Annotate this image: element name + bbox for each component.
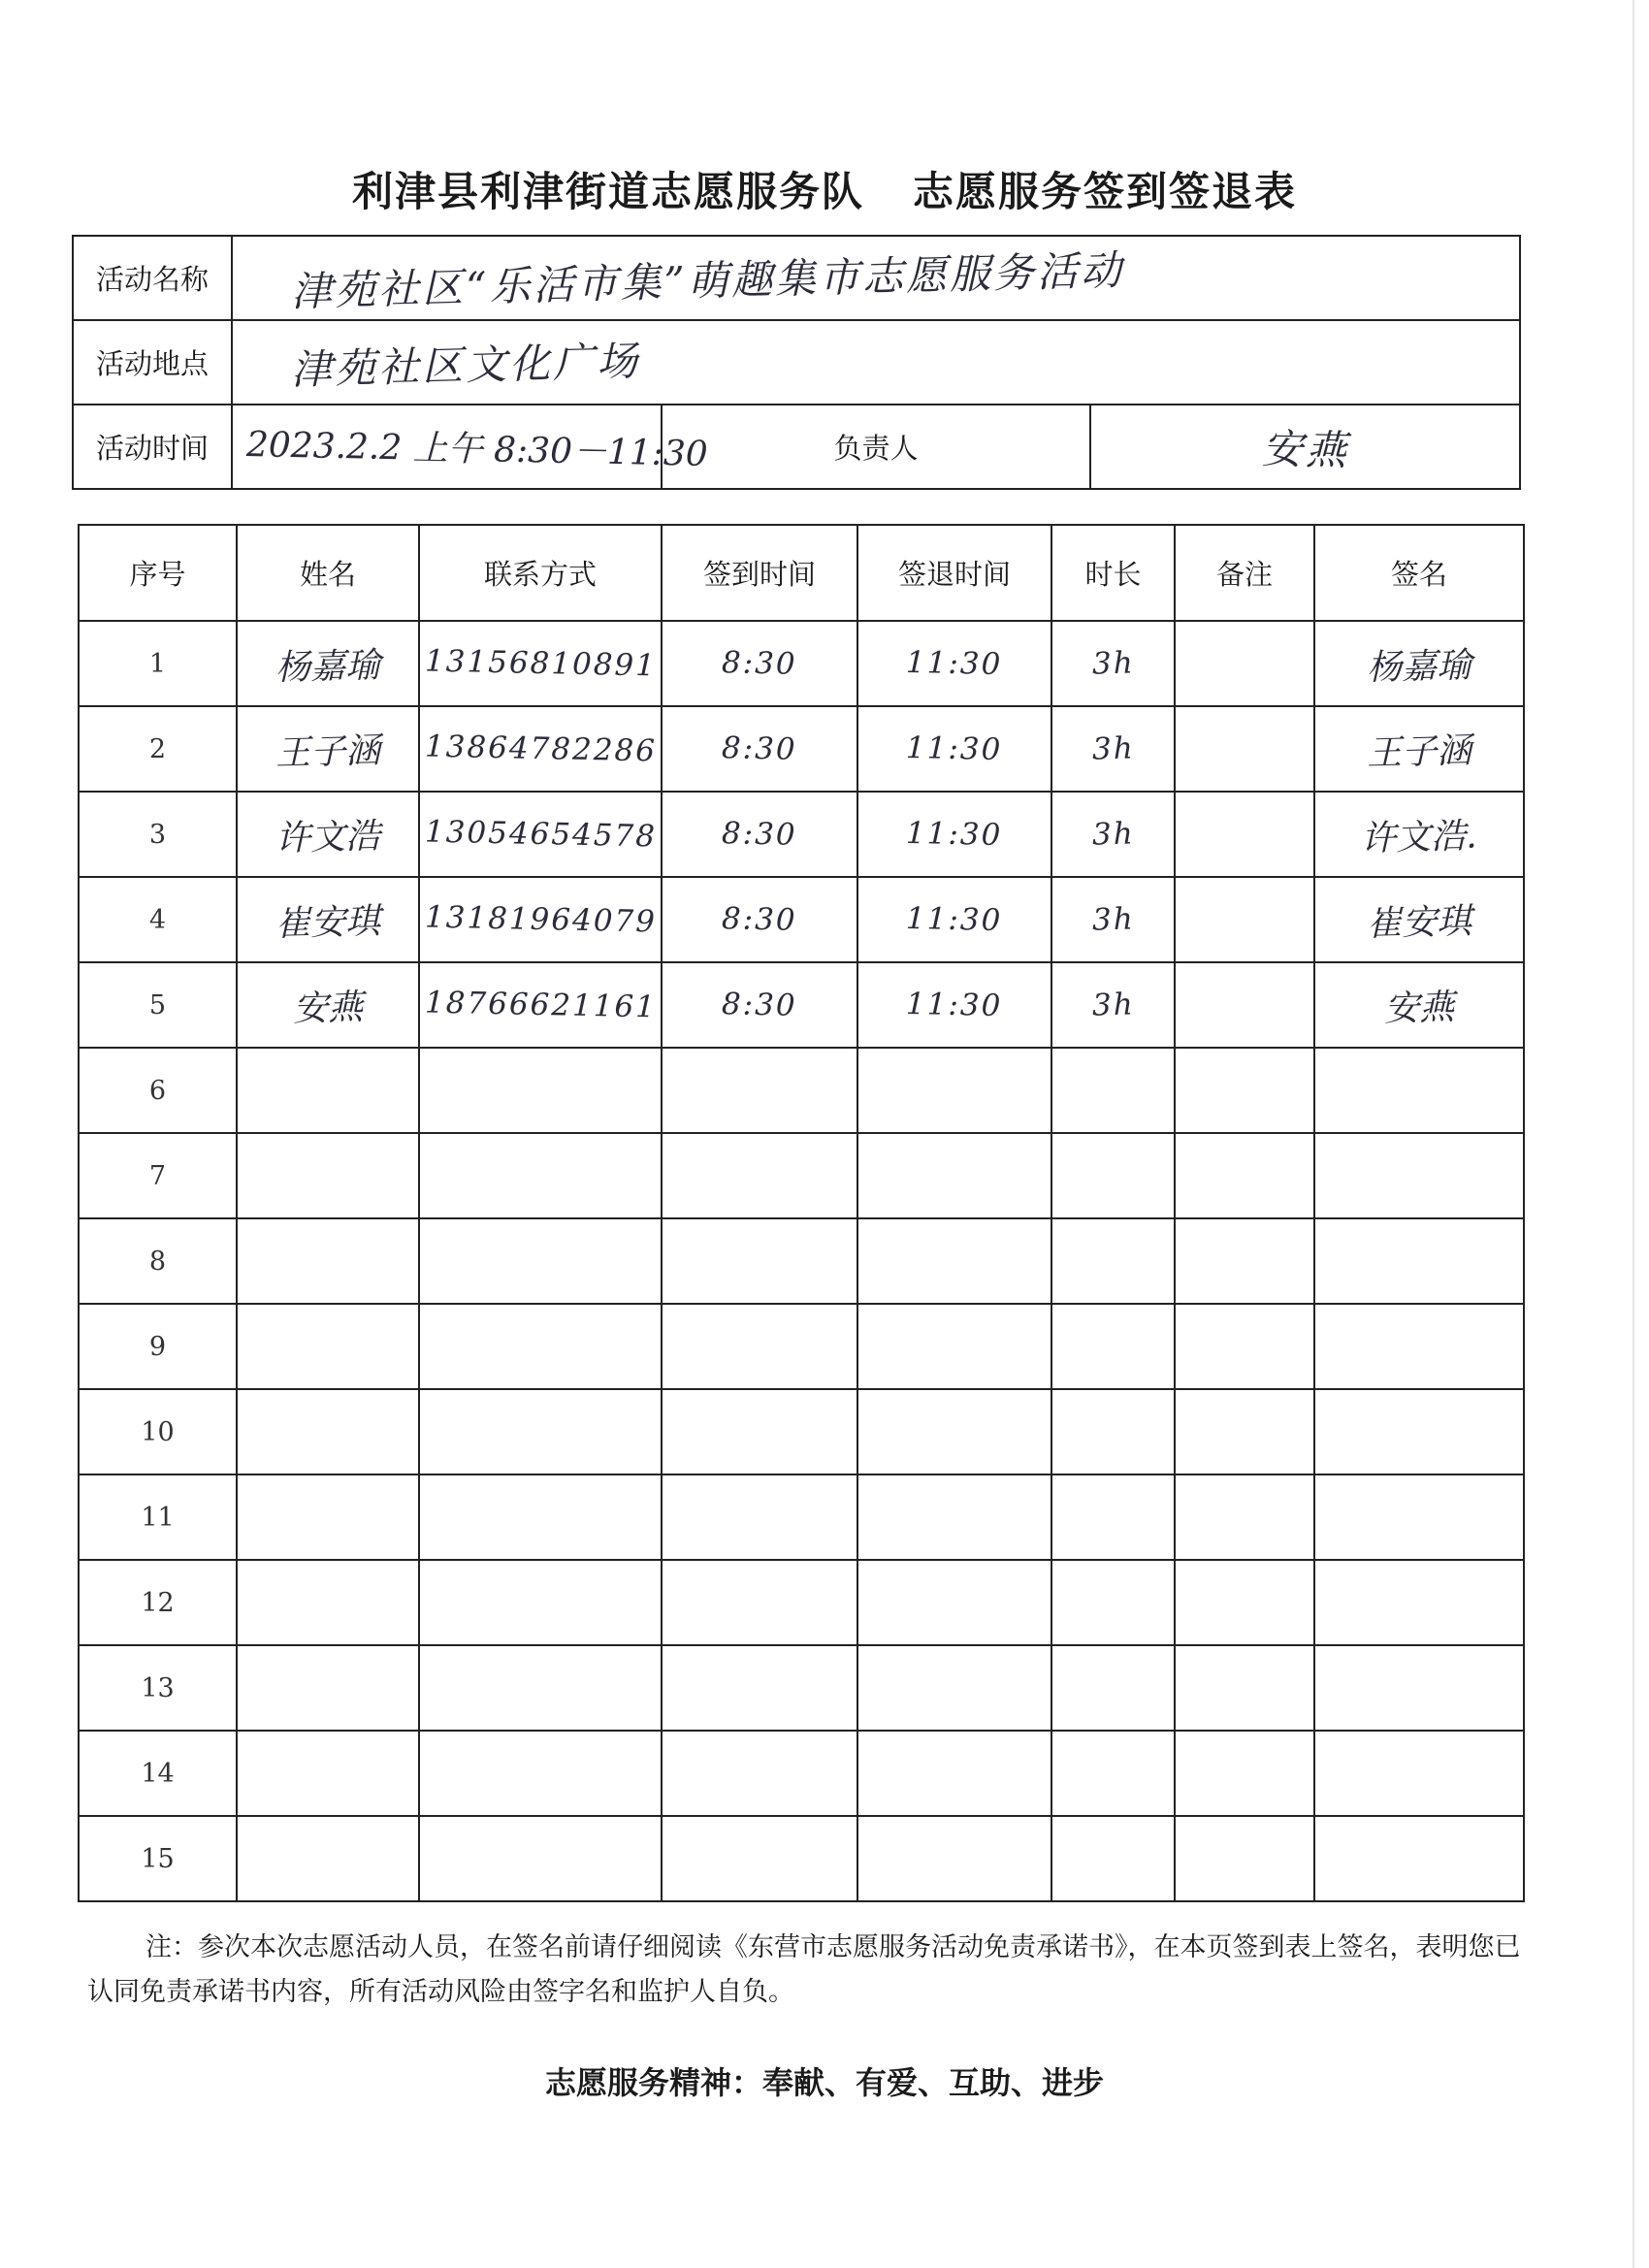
row-name: 崔安琪 [275, 901, 381, 944]
row-phone-cell [419, 962, 662, 1048]
row-remark-cell [1175, 1560, 1314, 1645]
row-signout-time-cell [857, 1304, 1051, 1389]
col-header-signout-time: 签退时间 [857, 525, 1051, 621]
table-row [79, 1048, 1524, 1133]
row-signout-time-cell [857, 1048, 1051, 1133]
row-signout-time-cell [857, 1731, 1051, 1816]
row-number-cell: 12 [79, 1560, 237, 1645]
row-number-cell: 7 [79, 1133, 237, 1218]
row-phone-cell [419, 1474, 662, 1560]
row-signin-time-cell [662, 706, 857, 792]
activity-time-cell [232, 405, 709, 489]
row-remark-cell [1175, 1304, 1314, 1389]
row-remark-cell [1175, 1218, 1314, 1304]
row-number-cell: 15 [79, 1816, 237, 1901]
title-form-name: 志愿服务签到签退表 [913, 168, 1298, 215]
row-signout-time: 11:30 [905, 986, 1004, 1024]
row-name-cell [237, 706, 419, 792]
row-number-cell: 2 [79, 706, 237, 792]
row-phone-cell [419, 621, 662, 706]
row-signout-time-cell [857, 706, 1051, 792]
row-signature-cell [1314, 1731, 1524, 1816]
row-signature-cell [1314, 1218, 1524, 1304]
row-duration-cell [1051, 1560, 1175, 1645]
row-remark-cell [1175, 1474, 1314, 1560]
leader-label: 负责人 [662, 405, 1091, 489]
row-duration-cell [1051, 1474, 1175, 1560]
row-signature-cell [1314, 1304, 1524, 1389]
table-row [79, 877, 1524, 962]
row-name-cell [237, 792, 419, 877]
row-phone-cell [419, 1048, 662, 1133]
table-row [79, 1304, 1524, 1389]
row-duration-cell [1051, 1218, 1175, 1304]
row-number-cell: 5 [79, 962, 237, 1048]
table-row [79, 1389, 1524, 1474]
col-header-remark: 备注 [1175, 525, 1314, 621]
row-number-cell: 8 [79, 1218, 237, 1304]
row-signin-time-cell [662, 1304, 857, 1389]
row-signin-time: 8:30 [721, 645, 798, 682]
row-signin-time: 8:30 [721, 987, 798, 1023]
row-signout-time-cell [857, 792, 1051, 877]
row-number-cell: 14 [79, 1731, 237, 1816]
row-remark-cell [1175, 962, 1314, 1048]
row-remark-cell [1175, 877, 1314, 962]
row-signature-cell [1314, 1389, 1524, 1474]
row-name-cell [237, 1304, 419, 1389]
row-name-cell [237, 621, 419, 706]
row-signature: 许文浩. [1360, 815, 1478, 859]
row-signout-time: 11:30 [905, 729, 1004, 768]
table-row [79, 962, 1524, 1048]
row-signature-cell [1314, 1048, 1524, 1133]
row-duration: 3h [1091, 730, 1135, 767]
col-header-signature: 签名 [1314, 525, 1524, 621]
row-number-cell: 11 [79, 1474, 237, 1560]
col-header-signin-time: 签到时间 [662, 525, 857, 621]
row-phone: 13156810891 [424, 643, 657, 684]
row-name-cell [237, 1645, 419, 1731]
activity-name-row [73, 236, 1520, 320]
row-duration-cell [1051, 1389, 1175, 1474]
table-row [79, 706, 1524, 792]
row-signature: 安燕 [1383, 987, 1455, 1029]
row-signin-time: 8:30 [721, 730, 798, 767]
row-signature-cell [1314, 1816, 1524, 1901]
table-row [79, 1816, 1524, 1901]
row-signin-time-cell [662, 1048, 857, 1133]
row-signin-time-cell [662, 1218, 857, 1304]
row-name: 王子涵 [275, 730, 381, 773]
signin-table [78, 524, 1525, 1902]
activity-info-table [72, 235, 1521, 490]
row-signin-time-cell [662, 1560, 857, 1645]
row-duration-cell [1051, 792, 1175, 877]
row-duration-cell [1051, 1048, 1175, 1133]
row-name-cell [237, 962, 419, 1048]
row-signature-cell [1314, 706, 1524, 792]
row-name-cell [237, 1048, 419, 1133]
row-duration-cell [1051, 1816, 1175, 1901]
row-signin-time-cell [662, 1816, 857, 1901]
row-signature-cell [1314, 962, 1524, 1048]
row-phone: 13181964079 [424, 899, 657, 940]
scan-edge-line [1633, 0, 1634, 2268]
table-row [79, 792, 1524, 877]
row-signin-time: 8:30 [721, 901, 798, 938]
row-number-cell: 10 [79, 1389, 237, 1474]
row-phone: 18766621161 [424, 985, 657, 1025]
row-signin-time-cell [662, 1731, 857, 1816]
row-phone-cell [419, 1133, 662, 1218]
leader-signature: 安燕 [1261, 424, 1350, 474]
table-row [79, 621, 1524, 706]
row-signin-time: 8:30 [721, 816, 798, 853]
table-header-row [79, 525, 1524, 621]
row-name: 许文浩 [275, 816, 381, 859]
row-phone-cell [419, 1645, 662, 1731]
title-organization: 利津县利津街道志愿服务队 [351, 168, 864, 215]
row-duration: 3h [1091, 901, 1135, 938]
row-signout-time: 11:30 [905, 900, 1004, 939]
row-name-cell [237, 877, 419, 962]
row-phone-cell [419, 1218, 662, 1304]
disclaimer-note: 注：参次本次志愿活动人员，在签名前请仔细阅读《东营市志愿服务活动免责承诺书》，在本页签到表上签名，表明您已认同免责承诺书内容，所有活动风险由签字名和监护人自负。 [87, 1932, 1521, 2007]
activity-place-value: 津苑社区文化广场 [290, 336, 641, 394]
row-signout-time-cell [857, 1218, 1051, 1304]
row-duration-cell [1051, 621, 1175, 706]
row-signature-cell [1314, 1645, 1524, 1731]
row-signin-time-cell [662, 962, 857, 1048]
row-duration: 3h [1091, 645, 1135, 682]
row-name-cell [237, 1389, 419, 1474]
row-signin-time-cell [662, 1133, 857, 1218]
table-row [79, 1645, 1524, 1731]
activity-name-value: 津苑社区“乐活市集”萌趣集市志愿服务活动 [290, 245, 1125, 315]
table-row [79, 1474, 1524, 1560]
row-duration-cell [1051, 962, 1175, 1048]
activity-time-label: 活动时间 [73, 405, 232, 489]
row-name-cell [237, 1474, 419, 1560]
row-duration: 3h [1091, 816, 1135, 853]
row-signin-time-cell [662, 877, 857, 962]
row-phone-cell [419, 1560, 662, 1645]
row-signout-time-cell [857, 621, 1051, 706]
row-signature-cell [1314, 792, 1524, 877]
activity-name-label: 活动名称 [73, 236, 232, 320]
row-duration-cell [1051, 877, 1175, 962]
activity-name-cell [232, 236, 1520, 320]
volunteer-motto: 志愿服务精神：奉献、有爱、互助、进步 [544, 2064, 1104, 2101]
row-duration-cell [1051, 1645, 1175, 1731]
activity-place-cell [232, 320, 1520, 405]
row-remark-cell [1175, 1816, 1314, 1901]
row-signin-time-cell [662, 1645, 857, 1731]
row-phone-cell [419, 792, 662, 877]
table-row [79, 1133, 1524, 1218]
row-phone-cell [419, 1816, 662, 1901]
row-duration-cell [1051, 1304, 1175, 1389]
row-phone-cell [419, 1731, 662, 1816]
row-signin-time-cell [662, 621, 857, 706]
row-signature: 王子涵 [1366, 730, 1472, 773]
row-signin-time-cell [662, 1474, 857, 1560]
row-duration-cell [1051, 706, 1175, 792]
col-header-contact: 联系方式 [419, 525, 662, 621]
row-phone-cell [419, 706, 662, 792]
row-phone: 13054654578 [424, 814, 657, 855]
row-signout-time-cell [857, 1645, 1051, 1731]
row-signout-time-cell [857, 1389, 1051, 1474]
row-duration-cell [1051, 1731, 1175, 1816]
row-remark-cell [1175, 1133, 1314, 1218]
table-row [79, 1218, 1524, 1304]
row-phone-cell [419, 1304, 662, 1389]
activity-place-label: 活动地点 [73, 320, 232, 405]
row-name: 安燕 [292, 987, 364, 1029]
row-signout-time-cell [857, 877, 1051, 962]
row-remark-cell [1175, 1731, 1314, 1816]
row-number-cell: 4 [79, 877, 237, 962]
row-name-cell [237, 1560, 419, 1645]
row-signin-time-cell [662, 792, 857, 877]
row-number-cell: 6 [79, 1048, 237, 1133]
row-signature: 崔安琪 [1366, 901, 1472, 944]
row-signin-time-cell [662, 1389, 857, 1474]
row-name-cell [237, 1133, 419, 1218]
col-header-duration: 时长 [1051, 525, 1175, 621]
row-signature-cell [1314, 877, 1524, 962]
activity-time-value: 2023.2.2 上午 8:30－11:30 [245, 425, 709, 474]
row-number-cell: 1 [79, 621, 237, 706]
activity-time-row [73, 405, 1520, 489]
row-duration: 3h [1091, 987, 1135, 1023]
row-number-cell: 3 [79, 792, 237, 877]
table-row [79, 1731, 1524, 1816]
row-name-cell [237, 1218, 419, 1304]
row-number-cell: 13 [79, 1645, 237, 1731]
row-signature-cell [1314, 1560, 1524, 1645]
row-signout-time-cell [857, 1560, 1051, 1645]
row-signout-time-cell [857, 1474, 1051, 1560]
row-remark-cell [1175, 1389, 1314, 1474]
row-duration-cell [1051, 1133, 1175, 1218]
row-signature-cell [1314, 621, 1524, 706]
row-phone-cell [419, 877, 662, 962]
row-signature-cell [1314, 1133, 1524, 1218]
row-signature: 杨嘉瑜 [1366, 645, 1472, 688]
row-name-cell [237, 1816, 419, 1901]
row-signout-time: 11:30 [905, 644, 1004, 683]
row-remark-cell [1175, 792, 1314, 877]
col-header-name: 姓名 [237, 525, 419, 621]
row-phone: 13864782286 [424, 729, 657, 769]
row-name-cell [237, 1731, 419, 1816]
row-signature-cell [1314, 1474, 1524, 1560]
row-number-cell: 9 [79, 1304, 237, 1389]
row-name: 杨嘉瑜 [275, 645, 381, 688]
row-signout-time-cell [857, 962, 1051, 1048]
row-remark-cell [1175, 1048, 1314, 1133]
row-remark-cell [1175, 1645, 1314, 1731]
row-remark-cell [1175, 621, 1314, 706]
row-signout-time-cell [857, 1133, 1051, 1218]
row-remark-cell [1175, 706, 1314, 792]
row-signout-time-cell [857, 1816, 1051, 1901]
table-row [79, 1560, 1524, 1645]
col-header-no: 序号 [79, 525, 237, 621]
activity-place-row [73, 320, 1520, 405]
row-signout-time: 11:30 [905, 815, 1004, 854]
page-title [0, 160, 1649, 218]
row-phone-cell [419, 1389, 662, 1474]
leader-cell [1090, 405, 1520, 489]
